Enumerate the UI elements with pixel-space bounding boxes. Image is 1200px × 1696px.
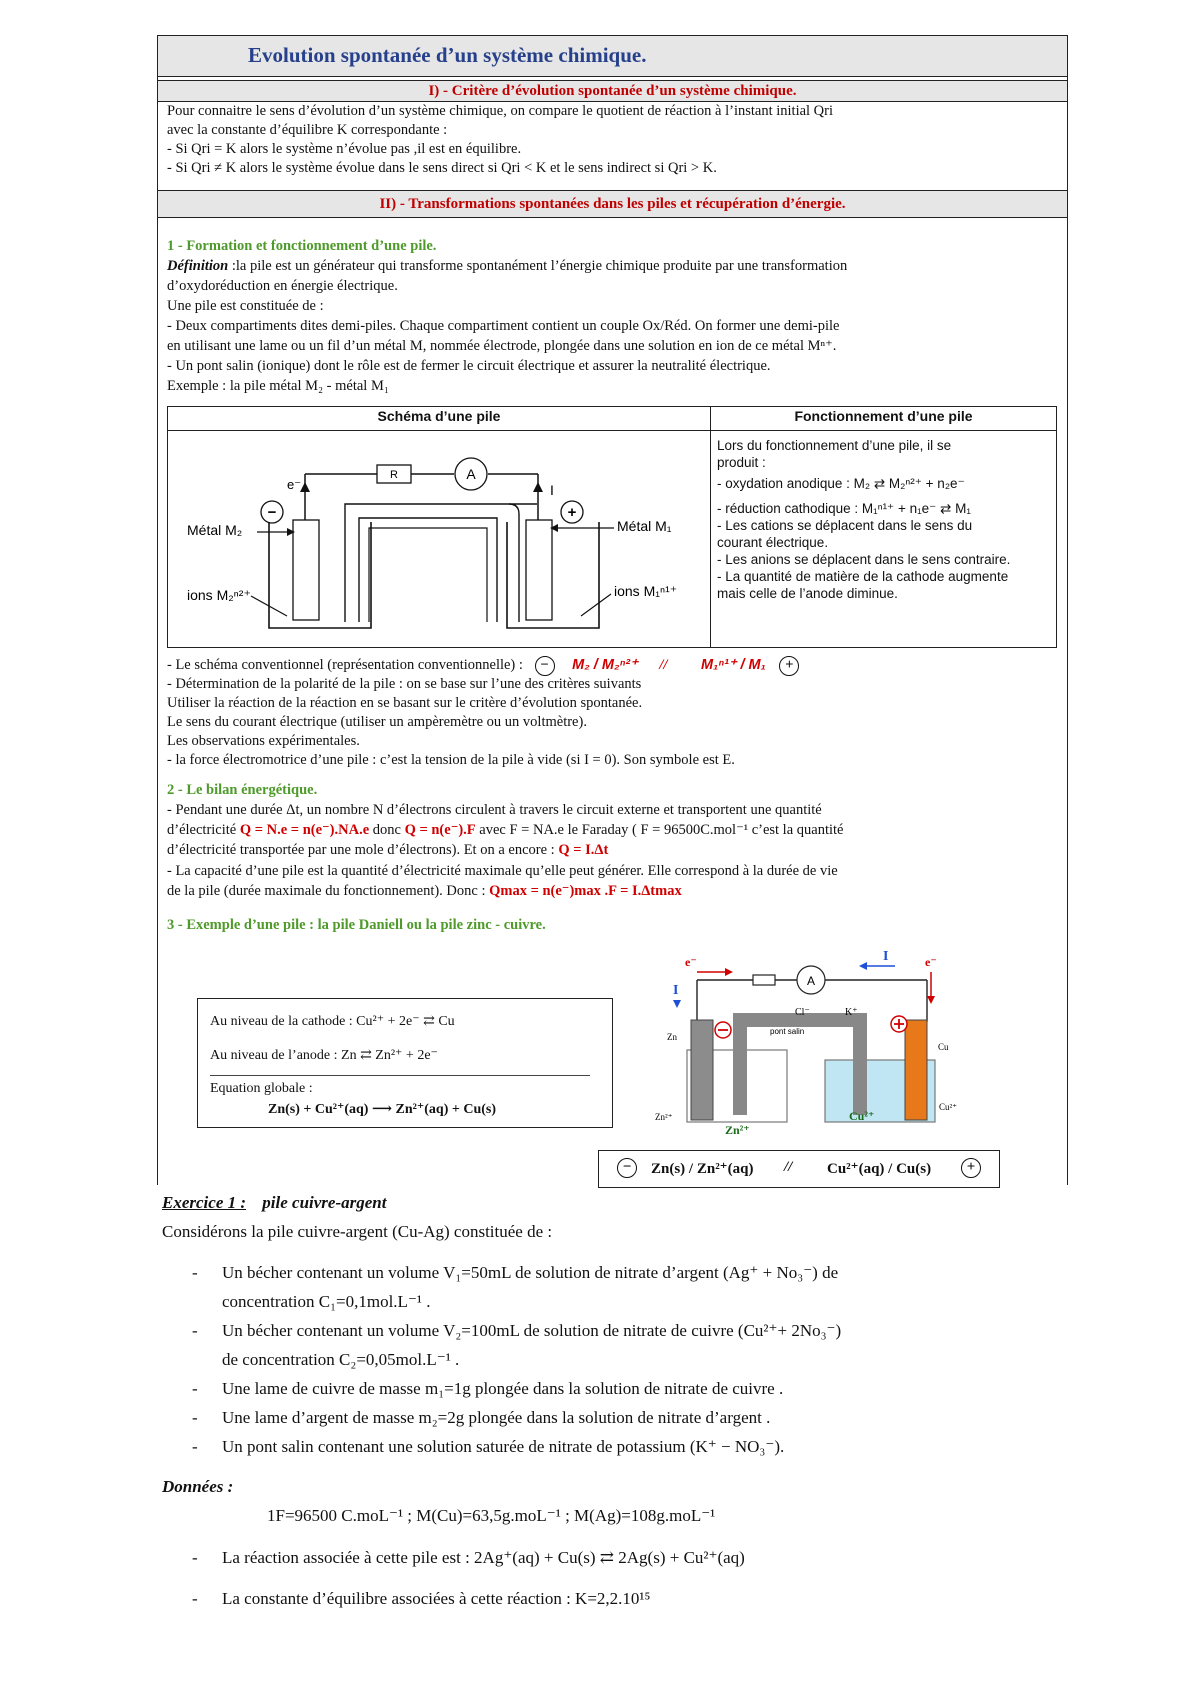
daniell-conv-right: Cu²⁺(aq) / Cu(s) [827, 1161, 932, 1177]
bilan-line-3 [167, 841, 608, 859]
exercise-item: Une lame de cuivre de masse m₁=1g plongée dans la solution de nitrate de cuivre . [222, 1379, 784, 1398]
resistor-label: R [390, 469, 398, 481]
current-label: I [550, 482, 554, 498]
at-line-4: - la force électromotrice d’une pile : c’est la tension de la pile à vide (si I = 0). Son symbole est E. [167, 752, 735, 768]
conv-right: M₁ⁿ¹⁺ / M₁ [701, 657, 766, 673]
zn2-label-bottom: Zn²⁺ [725, 1123, 750, 1137]
bullet-dash: - [192, 1589, 198, 1608]
at-line-3: Les observations expérimentales. [167, 733, 360, 749]
bilan-text: d’électricité transportée par une mole d’électrons). Et on a encore : [167, 842, 559, 858]
metal1-label: Métal M₁ [617, 518, 672, 534]
bullet-dash: - [192, 1408, 198, 1427]
s2-line-2: - Deux compartiments dites demi-piles. Chaque compartiment contient un couple Ox/Réd. On former une demi-pile [167, 318, 840, 334]
zn-label: Zn [667, 1032, 677, 1042]
exercise-subject: pile cuivre-argent [262, 1193, 387, 1212]
table-header-fonctionnement: Fonctionnement d’une pile [711, 407, 1057, 431]
pile-table [167, 406, 1057, 648]
at-line-0: - Détermination de la polarité de la pile : on se base sur l’une des critères suivants [167, 676, 642, 692]
exercise-label: Exercice 1 : [162, 1193, 247, 1212]
exercise-item: concentration C₁=0,1mol.L⁻¹ . [222, 1292, 431, 1311]
salt-bridge-inner [359, 518, 497, 622]
plus-sign: + [567, 504, 577, 521]
conv-plus-icon: + [779, 656, 799, 676]
s1-line-0: Pour connaitre le sens d’évolution d’un système chimique, on compare le quotient de réaction à l’instant initial Qri [167, 103, 834, 119]
copper-electrode [905, 1020, 927, 1120]
salt-bridge-outer [345, 504, 537, 622]
daniell-plus-icon: + [961, 1158, 981, 1178]
bilan-text: donc [369, 822, 405, 838]
daniell-diagram [655, 950, 965, 1150]
fct-line: produit : [717, 455, 766, 470]
at-line-1: Utiliser la réaction de la réaction en se basant sur le critère d’évolution spontanée. [167, 695, 643, 711]
bilan-line-4: - La capacité d’une pile est la quantité d’électricité maximale qu’elle peut générer. Elle correspond à la durée de vie [167, 863, 838, 879]
cu2-label-right: Cu²⁺ [939, 1102, 957, 1112]
s2-line-4: - Un pont salin (ionique) dont le rôle est de fermer le circuit électrique et assurer la neutralité électrique. [167, 358, 771, 374]
definition-line [167, 257, 847, 275]
daniell-conventional-box [598, 1150, 1000, 1188]
s2-line-1: Une pile est constituée de : [167, 298, 324, 314]
exercise-item: Une lame d’argent de masse m₂=2g plongée dans la solution de nitrate d’argent . [222, 1408, 771, 1427]
page-title: Evolution spontanée d’un système chimique. [248, 43, 647, 67]
fonctionnement-cell [711, 431, 1057, 648]
resistor [753, 975, 775, 985]
fct-line: courant électrique. [717, 535, 829, 550]
bilan-text: d’électricité [167, 822, 240, 838]
sub1-title: 1 - Formation et fonctionnement d’une pile. [167, 238, 437, 254]
s1-line-1: avec la constante d’équilibre K correspondante : [167, 122, 448, 138]
exercise-heading [162, 1193, 386, 1213]
at-line-2: Le sens du courant électrique (utiliser un ampèremètre ou un voltmètre). [167, 714, 587, 730]
bullet-dash: - [192, 1548, 198, 1567]
fct-line: - Les cations se déplacent dans le sens du [717, 518, 973, 533]
bilan-line-2 [167, 821, 843, 839]
data-label: Données : [162, 1477, 234, 1496]
cathode-equation: Au niveau de la cathode : Cu²⁺ + 2e⁻ ⇄ Cu [210, 1014, 455, 1029]
ions2-label: ions M₂ⁿ²⁺ [187, 587, 251, 603]
electron-label-right: e⁻ [925, 955, 937, 969]
fct-line: - oxydation anodique : M₂ ⇄ M₂ⁿ²⁺ + n₂e⁻ [717, 476, 965, 491]
ions1-label: ions M₁ⁿ¹⁺ [614, 583, 678, 599]
daniell-conv-left: Zn(s) / Zn²⁺(aq) [651, 1161, 754, 1177]
beaker-left [269, 522, 371, 628]
current-label-top: I [883, 950, 889, 964]
definition-text: :la pile est un générateur qui transforme spontanément l’énergie chimique produite par une transformation [228, 258, 848, 274]
title-bar [157, 35, 1068, 77]
bullet-dash: - [192, 1379, 198, 1398]
bilan-line-5 [167, 882, 682, 900]
daniell-equations-box [197, 998, 613, 1128]
bilan-formula: Q = N.e = n(e⁻).NA.e [239, 822, 370, 838]
global-equation: Zn(s) + Cu²⁺(aq) ⟶ Zn²⁺(aq) + Cu(s) [268, 1102, 497, 1117]
exercise-intro: Considérons la pile cuivre-argent (Cu-Ag) constituée de : [162, 1222, 553, 1241]
exercise-item: Un bécher contenant un volume V₁=50mL de solution de nitrate d’argent (Ag⁺ + No₃⁻) de [222, 1263, 839, 1282]
s2-line-5: Exemple : la pile métal M₂ - métal M₁ [167, 378, 389, 394]
section1-heading: I) - Critère d’évolution spontanée d’un système chimique. [157, 80, 1068, 102]
definition-label: Définition [167, 258, 229, 274]
ammeter-label: A [806, 974, 816, 988]
bullet-dash: - [192, 1437, 198, 1456]
fct-line: - Les anions se déplacent dans le sens contraire. [717, 552, 1011, 567]
global-label: Equation globale : [210, 1081, 313, 1096]
cu2-label-bottom: Cu²⁺ [849, 1109, 875, 1123]
exercise-item: de concentration C₂=0,05mol.L⁻¹ . [222, 1350, 460, 1369]
beaker-right [507, 522, 599, 628]
bullet-dash: - [192, 1321, 198, 1340]
exercise-item: Un pont salin contenant une solution saturée de nitrate de potassium (K⁺ − NO₃⁻). [222, 1437, 785, 1456]
cu-label: Cu [938, 1042, 949, 1052]
bilan-formula: Q = I.Δt [558, 842, 609, 858]
conv-line [167, 656, 799, 676]
schema-cell [168, 431, 711, 648]
reaction-line: La réaction associée à cette pile est : 2Ag⁺(aq) + Cu(s) ⇄ 2Ag(s) + Cu²⁺(aq) [222, 1548, 745, 1567]
electrode-m2 [293, 520, 319, 620]
zinc-electrode [691, 1020, 713, 1120]
metal2-label: Métal M₂ [187, 522, 243, 538]
exercise-item: Un bécher contenant un volume V₂=100mL de solution de nitrate de cuivre (Cu²⁺+ 2No₃⁻) [222, 1321, 842, 1340]
current-label-left: I [673, 983, 679, 998]
bilan-title: 2 - Le bilan énergétique. [167, 782, 318, 798]
s1-line-3: - Si Qri ≠ K alors le système évolue dans le sens direct si Qri < K et le sens indirect si Qri > K. [167, 160, 717, 176]
anode-equation: Au niveau de l’anode : Zn ⇄ Zn²⁺ + 2e⁻ [210, 1048, 438, 1063]
zn2-label-left: Zn²⁺ [655, 1112, 673, 1122]
daniell-minus-icon: − [617, 1158, 637, 1178]
s2-line-3: en utilisant une lame ou un fil d’un métal M, nommée électrode, plongée dans une solution en ion de ce métal Mⁿ⁺. [167, 338, 837, 354]
daniell-title: 3 - Exemple d’une pile : la pile Daniell ou la pile zinc - cuivre. [167, 917, 546, 933]
bridge-label: pont salin [770, 1027, 805, 1036]
conv-left: M₂ / M₂ⁿ²⁺ [572, 657, 638, 673]
s1-line-2: - Si Qri = K alors le système n’évolue pas ,il est en équilibre. [167, 141, 522, 157]
electron-label: e⁻ [287, 477, 302, 492]
bilan-formula: Qmax = n(e⁻)max .F = I.Δtmax [489, 883, 682, 899]
electron-label-left: e⁻ [685, 955, 697, 969]
ammeter-label: A [466, 466, 476, 482]
minus-sign: − [267, 504, 277, 521]
section2-heading: II) - Transformations spontanées dans les piles et récupération d’énergie. [157, 190, 1068, 218]
pile-schema-diagram [169, 432, 709, 646]
bilan-text: de la pile (durée maximale du fonctionnement). Donc : [167, 883, 490, 899]
bullet-dash: - [192, 1263, 198, 1282]
fct-line: mais celle de l’anode diminue. [717, 586, 898, 601]
conv-separator: // [659, 657, 668, 673]
conv-label: - Le schéma conventionnel (représentation conventionnelle) : [167, 657, 523, 673]
daniell-conv-separator: // [784, 1159, 793, 1175]
fct-line: Lors du fonctionnement d’une pile, il se [717, 438, 952, 453]
fct-line: - La quantité de matière de la cathode augmente [717, 569, 1009, 584]
s2-line-0: d’oxydoréduction en énergie électrique. [167, 278, 398, 294]
conv-minus-icon: − [535, 656, 555, 676]
fct-line: - réduction cathodique : M₁ⁿ¹⁺ + n₁e⁻ ⇄ M₁ [717, 501, 971, 516]
bilan-formula: Q = n(e⁻).F [404, 822, 476, 838]
electrode-m1 [526, 520, 552, 620]
cl-label: Cl⁻ [795, 1007, 810, 1018]
bilan-line-1: - Pendant une durée Δt, un nombre N d’électrons circulent à travers le circuit externe et transportent une quantité [167, 802, 822, 818]
constant-k-line: La constante d’équilibre associées à cette réaction : K=2,2.10¹⁵ [222, 1589, 651, 1608]
table-header-schema: Schéma d’une pile [168, 407, 711, 431]
constants-line: 1F=96500 C.moL⁻¹ ; M(Cu)=63,5g.moL⁻¹ ; M(Ag)=108g.moL⁻¹ [267, 1506, 716, 1525]
k-label: K⁺ [845, 1007, 858, 1018]
bilan-text: avec F = NA.e le Faraday ( F = 96500C.mol⁻¹ c’est la quantité [475, 822, 844, 838]
